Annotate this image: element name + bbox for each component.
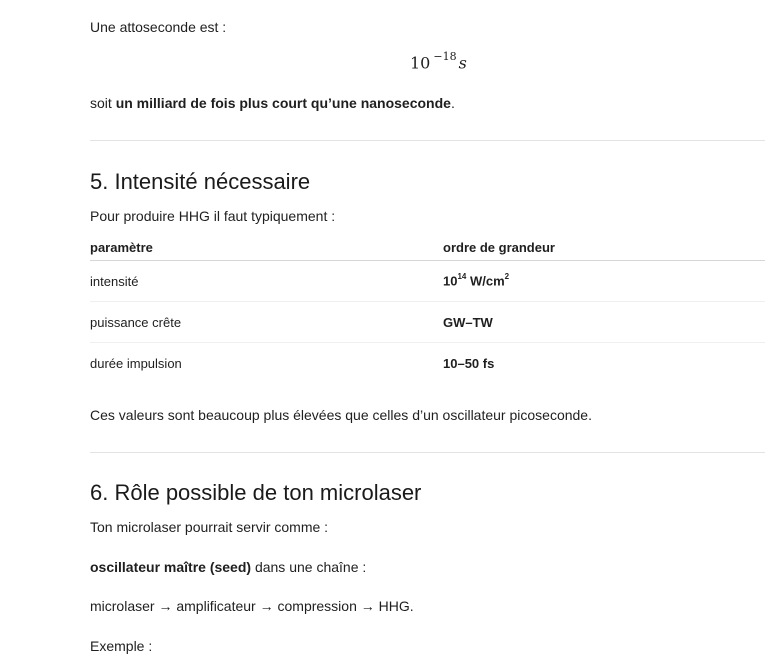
table-header-parameter: paramètre [90, 234, 443, 261]
formula-unit: s [458, 53, 467, 73]
laser-chain-text: microlaser → amplificateur → compression → HHG. [90, 598, 414, 614]
formula-base: 10 [410, 53, 431, 73]
seed-role-text [90, 558, 366, 576]
comparison-suffix: . [450, 95, 455, 111]
section-5-conclusion: Ces valeurs sont beaucoup plus élevées que celles d’un oscillateur picoseconde. [90, 407, 592, 423]
intensity-parameters-table [90, 234, 765, 383]
section-5-heading: 5. Intensité nécessaire [90, 169, 311, 194]
table-cell-value: GW–TW [443, 302, 765, 343]
comparison-bold: un milliard de fois plus court qu’une nanoseconde [115, 95, 451, 111]
table-cell-parameter: puissance crête [90, 302, 443, 343]
formula-exponent: −18 [433, 50, 457, 63]
table-header-row [90, 234, 765, 261]
section-6-intro: Ton microlaser pourrait servir comme : [90, 519, 329, 535]
table-cell-value [443, 261, 765, 302]
section-6-heading: 6. Rôle possible de ton microlaser [90, 480, 422, 505]
intensity-unit: W/cm [466, 273, 505, 289]
comparison-prefix: soit [90, 95, 116, 111]
table-cell-parameter: intensité [90, 261, 443, 302]
attosecond-comparison-text [90, 94, 455, 112]
intensity-base: 10 [443, 273, 458, 289]
table-row [90, 302, 765, 343]
section-5-intro: Pour produire HHG il faut typiquement : [90, 208, 336, 224]
intensity-unit-exponent: 2 [504, 272, 510, 282]
seed-role-bold: oscillateur maître (seed) [90, 559, 252, 575]
table-cell-value: 10–50 fs [443, 355, 495, 371]
example-label: Exemple : [90, 638, 153, 654]
section-divider [90, 140, 765, 141]
attosecond-definition-text: Une attoseconde est : [90, 19, 227, 35]
intensity-exponent: 14 [457, 272, 467, 282]
seed-role-rest: dans une chaîne : [251, 559, 367, 575]
section-divider [90, 452, 765, 453]
table-header-magnitude: ordre de grandeur [443, 234, 765, 261]
table-row [90, 343, 765, 384]
attosecond-formula [410, 52, 467, 72]
table-cell-parameter: durée impulsion [90, 355, 182, 371]
table-row [90, 261, 765, 302]
